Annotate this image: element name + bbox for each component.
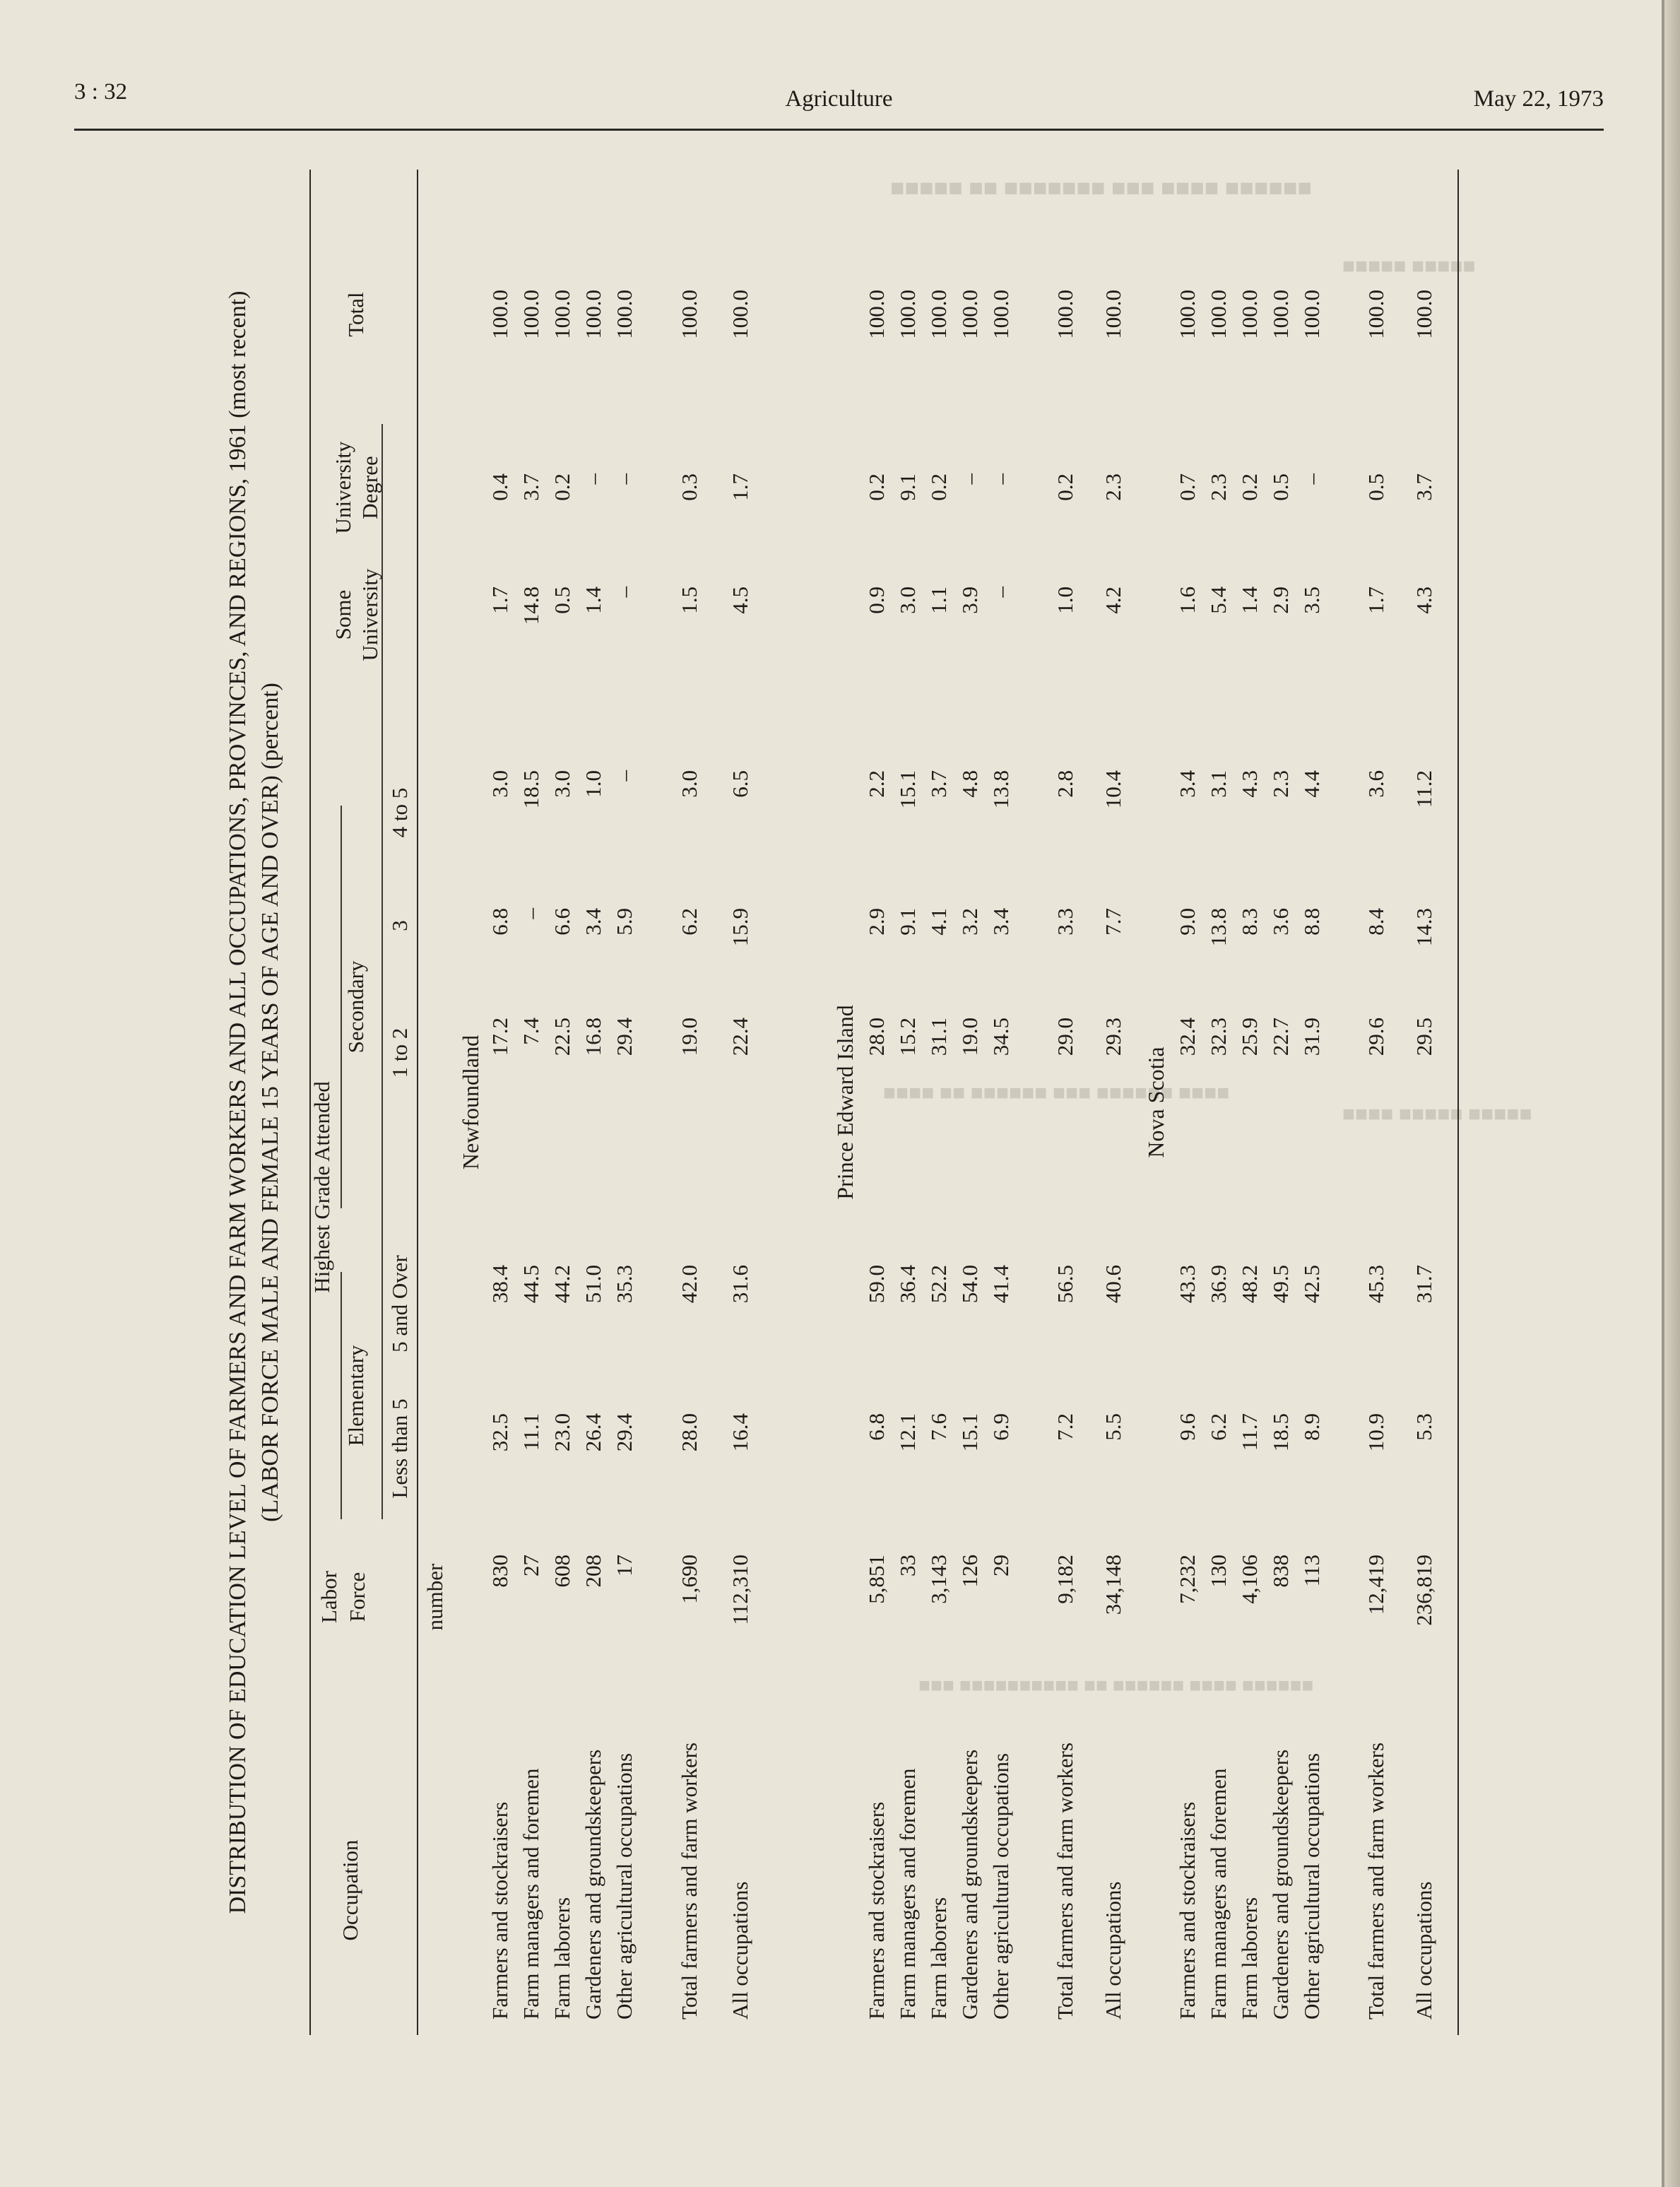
total-cell: 100.0 — [487, 290, 512, 339]
lt5-cell: 16.4 — [728, 1413, 752, 1452]
table-row — [487, 170, 519, 2035]
page-header — [74, 79, 1604, 131]
some-university-header-line2: University — [357, 568, 382, 661]
lt5-cell: 6.2 — [1206, 1413, 1231, 1441]
s45-cell: 3.1 — [1206, 770, 1231, 798]
s12-cell: 25.9 — [1237, 1018, 1262, 1056]
lt5-cell: 6.9 — [988, 1413, 1013, 1441]
ge5-cell: 43.3 — [1175, 1265, 1200, 1304]
labor-cell: 3,143 — [926, 1555, 951, 1604]
s12-cell: 29.0 — [1053, 1018, 1077, 1056]
s12-cell: 22.4 — [728, 1018, 752, 1056]
table-bottom-rule — [1457, 170, 1459, 2035]
s3-cell: 14.3 — [1412, 908, 1436, 947]
some_u-cell: 4.5 — [728, 586, 752, 614]
s12-cell: 16.8 — [581, 1018, 605, 1056]
4-to-5-header: 4 to 5 — [387, 787, 412, 838]
labor-cell: 9,182 — [1053, 1555, 1077, 1604]
s3-cell: 13.8 — [1206, 908, 1231, 947]
labor-cell: 126 — [957, 1555, 982, 1588]
some_u-cell: 3.9 — [957, 586, 982, 614]
s3-cell: 5.9 — [612, 908, 637, 936]
lt5-cell: 5.5 — [1101, 1413, 1125, 1441]
occupation-cell: All occupations — [1101, 1881, 1125, 2020]
occupation-cell: Gardeners and groundskeepers — [957, 1749, 982, 2020]
region-heading-newfoundland: Newfoundland — [458, 1034, 483, 1170]
s12-cell: 29.3 — [1101, 1018, 1125, 1056]
s12-cell: 22.5 — [550, 1018, 574, 1056]
occupation-cell: Gardeners and groundskeepers — [581, 1749, 605, 2020]
total-cell: 100.0 — [1237, 290, 1262, 339]
total-cell: 100.0 — [1053, 290, 1077, 339]
table-row — [1206, 170, 1237, 2035]
labor-cell: 7,232 — [1175, 1555, 1200, 1604]
u_deg-cell: – — [1299, 473, 1324, 485]
occupation-cell: Farm managers and foremen — [895, 1768, 920, 2020]
s3-cell: 8.3 — [1237, 908, 1262, 936]
ge5-cell: 44.5 — [519, 1265, 543, 1304]
s12-cell: 7.4 — [519, 1018, 543, 1045]
s3-cell: 8.8 — [1299, 908, 1324, 936]
ge5-cell: 31.6 — [728, 1265, 752, 1304]
elementary-rule — [341, 1272, 342, 1519]
u_deg-cell: 9.1 — [895, 473, 920, 501]
u_deg-cell: 0.2 — [550, 473, 574, 501]
labor-force-header-line2: Force — [345, 1572, 369, 1622]
u_deg-cell: 0.3 — [677, 473, 702, 501]
some_u-cell: 1.7 — [487, 586, 512, 614]
labor-cell: 17 — [612, 1555, 637, 1576]
ge5-cell: 54.0 — [957, 1265, 982, 1304]
u_deg-cell: – — [957, 473, 982, 485]
total-cell: 100.0 — [864, 290, 889, 339]
s12-cell: 34.5 — [988, 1018, 1013, 1056]
table-row — [957, 170, 988, 2035]
table-row — [612, 170, 643, 2035]
s12-cell: 29.6 — [1363, 1018, 1388, 1056]
s3-cell: 9.0 — [1175, 908, 1200, 936]
total-cell: 100.0 — [988, 290, 1013, 339]
ge5-cell: 31.7 — [1412, 1265, 1436, 1304]
labor-cell: 838 — [1268, 1555, 1293, 1588]
lt5-cell: 7.2 — [1053, 1413, 1077, 1441]
u_deg-cell: 0.2 — [1053, 473, 1077, 501]
total-row — [1363, 170, 1395, 2035]
some_u-cell: 3.0 — [895, 586, 920, 614]
s3-cell: 7.7 — [1101, 908, 1125, 936]
labor-cell: 208 — [581, 1555, 605, 1588]
ge5-cell: 48.2 — [1237, 1265, 1262, 1304]
table-row — [1175, 170, 1206, 2035]
total-cell: 100.0 — [1363, 290, 1388, 339]
total-cell: 100.0 — [677, 290, 702, 339]
s3-cell: 3.4 — [581, 908, 605, 936]
all-occupations-row — [1101, 170, 1132, 2035]
s12-cell: 31.1 — [926, 1018, 951, 1056]
table-row — [581, 170, 612, 2035]
ge5-cell: 42.0 — [677, 1265, 702, 1304]
some_u-cell: 1.7 — [1363, 586, 1388, 614]
u_deg-cell: – — [612, 473, 637, 485]
s45-cell: 2.2 — [864, 770, 889, 798]
u_deg-cell: 3.7 — [519, 473, 543, 501]
s45-cell: 15.1 — [895, 770, 920, 809]
occupation-cell: Other agricultural occupations — [612, 1752, 637, 2020]
s45-cell: 6.5 — [728, 770, 752, 798]
table-row — [1299, 170, 1330, 2035]
units-label: number — [422, 1563, 447, 1631]
total-cell: 100.0 — [1412, 290, 1436, 339]
lt5-cell: 11.1 — [519, 1413, 543, 1451]
education-distribution-table — [225, 170, 1468, 2035]
total-cell: 100.0 — [728, 290, 752, 339]
highest-grade-header: Highest Grade Attended — [309, 1081, 334, 1293]
secondary-header: Secondary — [343, 960, 368, 1054]
some_u-cell: 0.9 — [864, 586, 889, 614]
labor-cell: 830 — [487, 1555, 512, 1588]
lt5-cell: 7.6 — [926, 1413, 951, 1441]
labor-cell: 33 — [895, 1555, 920, 1576]
lt5-cell: 11.7 — [1237, 1413, 1262, 1451]
all-occupations-row — [1412, 170, 1443, 2035]
total-cell: 100.0 — [895, 290, 920, 339]
s3-cell: 4.1 — [926, 908, 951, 936]
total-cell: 100.0 — [581, 290, 605, 339]
labor-cell: 29 — [988, 1555, 1013, 1576]
lt5-cell: 32.5 — [487, 1413, 512, 1452]
s3-cell: 3.2 — [957, 908, 982, 936]
occupation-cell: Farmers and stockraisers — [864, 1801, 889, 2020]
some_u-cell: 1.5 — [677, 586, 702, 614]
occupation-cell: Farm laborers — [550, 1897, 574, 2020]
occupation-cell: All occupations — [1412, 1881, 1436, 2020]
3-header: 3 — [387, 920, 412, 931]
lt5-cell: 18.5 — [1268, 1413, 1293, 1452]
occupation-cell: Total farmers and farm workers — [1053, 1742, 1077, 2020]
u_deg-cell: 2.3 — [1101, 473, 1125, 501]
s45-cell: 1.0 — [581, 770, 605, 798]
s3-cell: 9.1 — [895, 908, 920, 936]
ge5-cell: 44.2 — [550, 1265, 574, 1304]
s45-cell: 13.8 — [988, 770, 1013, 809]
u_deg-cell: – — [581, 473, 605, 485]
s3-cell: 6.2 — [677, 908, 702, 936]
s45-cell: 3.0 — [677, 770, 702, 798]
some_u-cell: 4.3 — [1412, 586, 1436, 614]
s12-cell: 19.0 — [957, 1018, 982, 1056]
u_deg-cell: 0.7 — [1175, 473, 1200, 501]
subheader-rule — [381, 424, 383, 1519]
university-degree-header-line2: Degree — [357, 456, 382, 519]
s45-cell: 3.4 — [1175, 770, 1200, 798]
some_u-cell: 3.5 — [1299, 586, 1324, 614]
ge5-cell: 42.5 — [1299, 1265, 1324, 1304]
lt5-cell: 6.8 — [864, 1413, 889, 1441]
labor-cell: 27 — [519, 1555, 543, 1576]
u_deg-cell: 3.7 — [1412, 473, 1436, 501]
some_u-cell: 14.8 — [519, 586, 543, 625]
lt5-cell: 26.4 — [581, 1413, 605, 1452]
total-row — [1053, 170, 1084, 2035]
labor-cell: 113 — [1299, 1555, 1324, 1587]
some_u-cell: – — [612, 586, 637, 598]
s45-cell: 3.6 — [1363, 770, 1388, 798]
some_u-cell: 2.9 — [1268, 586, 1293, 614]
table-title: DISTRIBUTION OF EDUCATION LEVEL OF FARMERS AND FARM WORKERS AND ALL OCCUPATIONS, PROVINCES, AND REGIONS, 1961 (most recent) — [225, 290, 251, 1914]
occupation-cell: Farm laborers — [926, 1897, 951, 2020]
some_u-cell: 1.0 — [1053, 586, 1077, 614]
some-university-header-line1: Some — [331, 589, 355, 640]
occupation-cell: Total farmers and farm workers — [1363, 1742, 1388, 2020]
u_deg-cell: 0.4 — [487, 473, 512, 501]
s12-cell: 32.4 — [1175, 1018, 1200, 1056]
labor-force-header-line1: Labor — [317, 1570, 341, 1624]
s12-cell: 19.0 — [677, 1018, 702, 1056]
total-cell: 100.0 — [1175, 290, 1200, 339]
table-row — [864, 170, 895, 2035]
s3-cell: – — [519, 908, 543, 919]
table-row — [519, 170, 550, 2035]
occupation-cell: Farmers and stockraisers — [487, 1801, 512, 2020]
less-than-5-header: Less than 5 — [387, 1398, 412, 1499]
total-cell: 100.0 — [1299, 290, 1324, 339]
some_u-cell: 5.4 — [1206, 586, 1231, 614]
5-and-over-header: 5 and Over — [387, 1255, 412, 1352]
ge5-cell: 45.3 — [1363, 1265, 1388, 1304]
ge5-cell: 41.4 — [988, 1265, 1013, 1304]
lt5-cell: 9.6 — [1175, 1413, 1200, 1441]
occupation-cell: Farmers and stockraisers — [1175, 1801, 1200, 2020]
lt5-cell: 8.9 — [1299, 1413, 1324, 1441]
labor-cell: 5,851 — [864, 1555, 889, 1604]
1-to-2-header: 1 to 2 — [387, 1027, 412, 1078]
s45-cell: 11.2 — [1412, 770, 1436, 808]
all-occupations-row — [728, 170, 759, 2035]
region-heading-nova-scotia: Nova Scotia — [1143, 1047, 1169, 1158]
occupation-cell: All occupations — [728, 1881, 752, 2020]
total-cell: 100.0 — [926, 290, 951, 339]
s45-cell: – — [612, 770, 637, 782]
total-cell: 100.0 — [1101, 290, 1125, 339]
s12-cell: 15.2 — [895, 1018, 920, 1056]
table-row — [550, 170, 581, 2035]
ge5-cell: 38.4 — [487, 1265, 512, 1304]
some_u-cell: 1.6 — [1175, 586, 1200, 614]
s45-cell: 2.8 — [1053, 770, 1077, 798]
some_u-cell: 1.4 — [581, 586, 605, 614]
ge5-cell: 36.9 — [1206, 1265, 1231, 1304]
lt5-cell: 5.3 — [1412, 1413, 1436, 1441]
s12-cell: 22.7 — [1268, 1018, 1293, 1056]
ge5-cell: 49.5 — [1268, 1265, 1293, 1304]
table-row — [988, 170, 1019, 2035]
s3-cell: 2.9 — [864, 908, 889, 936]
labor-cell: 1,690 — [677, 1555, 702, 1604]
s12-cell: 28.0 — [864, 1018, 889, 1056]
s45-cell: 4.8 — [957, 770, 982, 798]
total-header: Total — [343, 292, 368, 337]
table-row — [926, 170, 957, 2035]
lt5-cell: 29.4 — [612, 1413, 637, 1452]
s12-cell: 31.9 — [1299, 1018, 1324, 1056]
u_deg-cell: 0.2 — [926, 473, 951, 501]
ge5-cell: 51.0 — [581, 1265, 605, 1304]
s3-cell: 6.6 — [550, 908, 574, 936]
lt5-cell: 15.1 — [957, 1413, 982, 1452]
total-cell: 100.0 — [957, 290, 982, 339]
u_deg-cell: 0.5 — [1363, 473, 1388, 501]
some_u-cell: 1.4 — [1237, 586, 1262, 614]
ge5-cell: 35.3 — [612, 1265, 637, 1304]
s3-cell: 15.9 — [728, 908, 752, 947]
total-cell: 100.0 — [1268, 290, 1293, 339]
u_deg-cell: 0.5 — [1268, 473, 1293, 501]
table-subtitle: (LABOR FORCE MALE AND FEMALE 15 YEARS OF AGE AND OVER) (percent) — [257, 683, 283, 1522]
ge5-cell: 36.4 — [895, 1265, 920, 1304]
s45-cell: 18.5 — [519, 770, 543, 809]
some_u-cell: – — [988, 586, 1013, 598]
header-bottom-rule — [417, 170, 418, 2035]
labor-cell: 130 — [1206, 1555, 1231, 1588]
u_deg-cell: – — [988, 473, 1013, 485]
u_deg-cell: 2.3 — [1206, 473, 1231, 501]
s12-cell: 32.3 — [1206, 1018, 1231, 1056]
labor-cell: 4,106 — [1237, 1555, 1262, 1604]
some_u-cell: 0.5 — [550, 586, 574, 614]
total-cell: 100.0 — [612, 290, 637, 339]
table-row — [1268, 170, 1299, 2035]
occupation-cell: Farm managers and foremen — [519, 1768, 543, 2020]
labor-cell: 34,148 — [1101, 1555, 1125, 1615]
s3-cell: 6.8 — [487, 908, 512, 936]
s3-cell: 3.6 — [1268, 908, 1293, 936]
lt5-cell: 23.0 — [550, 1413, 574, 1452]
occupation-cell: Other agricultural occupations — [988, 1752, 1013, 2020]
ge5-cell: 52.2 — [926, 1265, 951, 1304]
s45-cell: 4.3 — [1237, 770, 1262, 798]
ge5-cell: 59.0 — [864, 1265, 889, 1304]
total-cell: 100.0 — [519, 290, 543, 339]
total-cell: 100.0 — [1206, 290, 1231, 339]
occupation-cell: Farm managers and foremen — [1206, 1768, 1231, 2020]
table-row — [895, 170, 926, 2035]
region-heading-prince-edward-island: Prince Edward Island — [832, 1005, 858, 1200]
s3-cell: 3.3 — [1053, 908, 1077, 936]
total-row — [677, 170, 708, 2035]
secondary-rule — [341, 806, 342, 1208]
table-row — [1237, 170, 1268, 2035]
page-edge — [1664, 0, 1680, 2187]
lt5-cell: 28.0 — [677, 1413, 702, 1452]
labor-cell: 608 — [550, 1555, 574, 1588]
s45-cell: 2.3 — [1268, 770, 1293, 798]
some_u-cell: 1.1 — [926, 586, 951, 614]
occupation-cell: Gardeners and groundskeepers — [1268, 1749, 1293, 2020]
s45-cell: 3.0 — [487, 770, 512, 798]
section-title: Agriculture — [785, 86, 893, 112]
elementary-header: Elementary — [343, 1345, 368, 1446]
s45-cell: 4.4 — [1299, 770, 1324, 798]
ge5-cell: 56.5 — [1053, 1265, 1077, 1304]
s45-cell: 10.4 — [1101, 770, 1125, 809]
s12-cell: 29.4 — [612, 1018, 637, 1056]
lt5-cell: 10.9 — [1363, 1413, 1388, 1452]
lt5-cell: 12.1 — [895, 1413, 920, 1452]
s45-cell: 3.7 — [926, 770, 951, 798]
u_deg-cell: 0.2 — [1237, 473, 1262, 501]
total-cell: 100.0 — [550, 290, 574, 339]
s12-cell: 29.5 — [1412, 1018, 1436, 1056]
s3-cell: 3.4 — [988, 908, 1013, 936]
university-degree-header-line1: University — [331, 441, 355, 534]
u_deg-cell: 1.7 — [728, 473, 752, 501]
some_u-cell: 4.2 — [1101, 586, 1125, 614]
labor-cell: 236,819 — [1412, 1555, 1436, 1626]
publication-date: May 22, 1973 — [1473, 86, 1604, 112]
ge5-cell: 40.6 — [1101, 1265, 1125, 1304]
page-number: 3 : 32 — [74, 79, 128, 105]
occupation-cell: Farm laborers — [1237, 1897, 1262, 2020]
labor-cell: 12,419 — [1363, 1555, 1388, 1615]
labor-cell: 112,310 — [728, 1555, 752, 1625]
occupation-cell: Total farmers and farm workers — [677, 1742, 702, 2020]
s3-cell: 8.4 — [1363, 908, 1388, 936]
s12-cell: 17.2 — [487, 1018, 512, 1056]
u_deg-cell: 0.2 — [864, 473, 889, 501]
occupation-cell: Other agricultural occupations — [1299, 1752, 1324, 2020]
occupation-header: Occupation — [338, 1839, 362, 1941]
s45-cell: 3.0 — [550, 770, 574, 798]
